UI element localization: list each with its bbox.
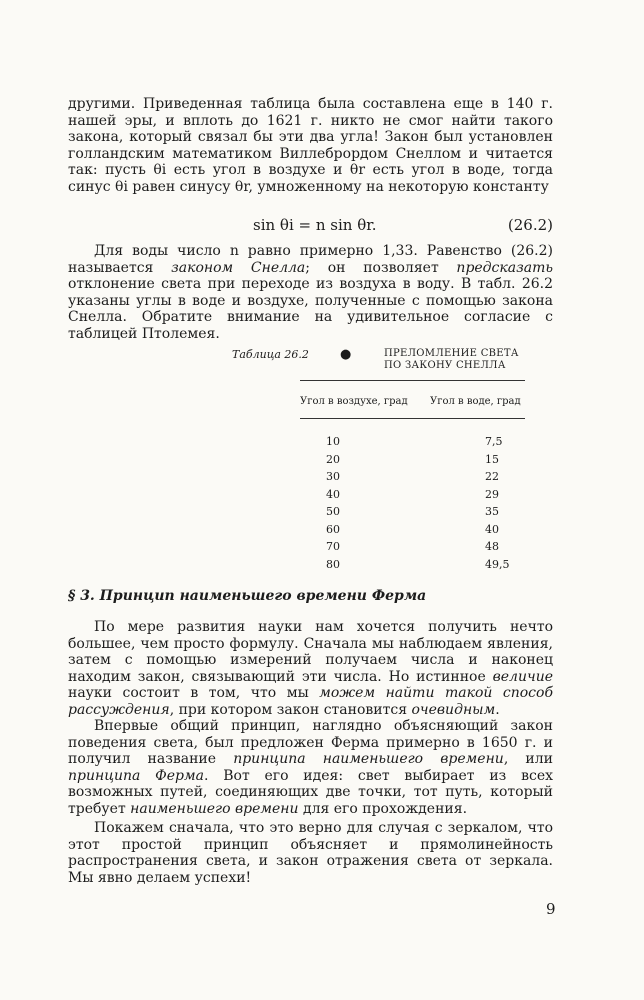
paragraph-mirror: Покажем сначала, что это верно для случая с зеркалом, что этот простой принцип объясняет и прямолинейность распространения света, и закон отражения света от зеркала. Мы явно делаем успехи! [68,820,553,886]
table-cell: 70 [326,540,340,553]
table-cell: 48 [485,540,499,553]
table-top-rule [300,380,525,381]
text-run: По мере развития науки нам хочется получить нечто большее, чем просто формулу. Сначала мы наблюдаем явления, затем с помощью измерений получаем числа и наконец находим закон, связывающий эти числа. Но истинное [68,619,553,685]
emphasis-reasoning: можем найти такой способ рассуждения [68,685,553,718]
formula-expression: sin θi = n sin θr. [253,216,377,234]
table-title-line: ПРЕЛОМЛЕНИЕ СВЕТА [384,348,519,359]
table-cell: 49,5 [485,557,510,571]
table-column-water [485,433,510,573]
text-run: для его прохождения. [298,800,468,817]
formula-number: (26.2) [507,216,553,234]
emphasis-predict: предсказать [456,259,553,276]
text-run: . Вот его идея: свет выбирает из всех возможных путей, соединяющих две точки, тот путь, который требует [68,767,553,817]
table-title-line: ПО ЗАКОНУ СНЕЛЛА [384,360,506,371]
text-run: , при котором закон становится [169,701,412,718]
table-cell: 22 [485,470,499,483]
paragraph-science-greatness [68,619,553,719]
text-run: Впервые общий принцип, наглядно объясняющий закон поведения света, был предложен Ферма примерно в 1650 г. и получил название [68,718,553,768]
paragraph-snell-intro: другими. Приведенная таблица была составлена еще в 140 г. нашей эры, и вплоть до 1621 г. никто не смог найти такого закона, который связал бы эти два угла! Закон был установлен голландским математиком Виллебрордом Снеллом и читается так: пусть θi есть угол в воздухе и θr есть угол в воде, тогда синус θi равен синусу θr, умноженному на некоторую константу [68,96,553,195]
table-cell: 29 [485,487,499,501]
text-run: , или [503,751,553,768]
emphasis-obvious: очевидным [411,701,496,718]
table-column-air [326,433,340,573]
bullet-icon: ● [340,347,352,362]
table-cell: 40 [485,522,499,536]
table-label: Таблица 26.2 [232,348,309,361]
table-title [384,348,519,372]
text-run: ; он позволяет [305,259,457,276]
page-number: 9 [546,900,556,918]
emphasis-snell-law: законом Снелла [171,259,306,276]
table-cell: 35 [485,505,499,518]
text-run: Для воды число n равно примерно 1,33. Равенство (26.2) называется [68,243,553,276]
text-run: науки состоит в том, что мы [68,685,320,702]
table-cell: 10 [326,435,340,448]
emphasis-fermat: принципа Ферма [68,767,204,784]
table-cell: 50 [326,505,340,518]
emphasis-least-time: принципа наименьшего времени [233,751,504,768]
table-cell: 30 [326,470,340,483]
formula-snell [68,216,553,234]
emphasis-greatness: величие [492,668,553,685]
emphasis-least-time-2: наименьшего времени [130,800,299,817]
table-cell: 80 [326,557,340,571]
table-cell: 7,5 [485,435,503,448]
table-header-water: Угол в воде, град [430,396,521,407]
table-cell: 20 [326,452,340,466]
text-run: . [495,701,500,718]
text-run: отклонение света при переходе из воздуха в воду. В табл. 26.2 указаны углы в воде и воздухе, полученные с помощью закона Снелла. Обратите внимание на удивительное согласие с таблицей Птолемея. [68,276,553,342]
table-cell: 60 [326,522,340,536]
section-heading: § 3. Принцип наименьшего времени Ферма [68,588,427,604]
paragraph-fermat-principle [68,718,553,818]
table-header-air: Угол в воздухе, град [300,396,408,407]
table-header-rule [300,418,525,419]
table-cell: 15 [485,452,499,466]
paragraph-snell-law [68,243,553,343]
table-cell: 40 [326,487,340,501]
